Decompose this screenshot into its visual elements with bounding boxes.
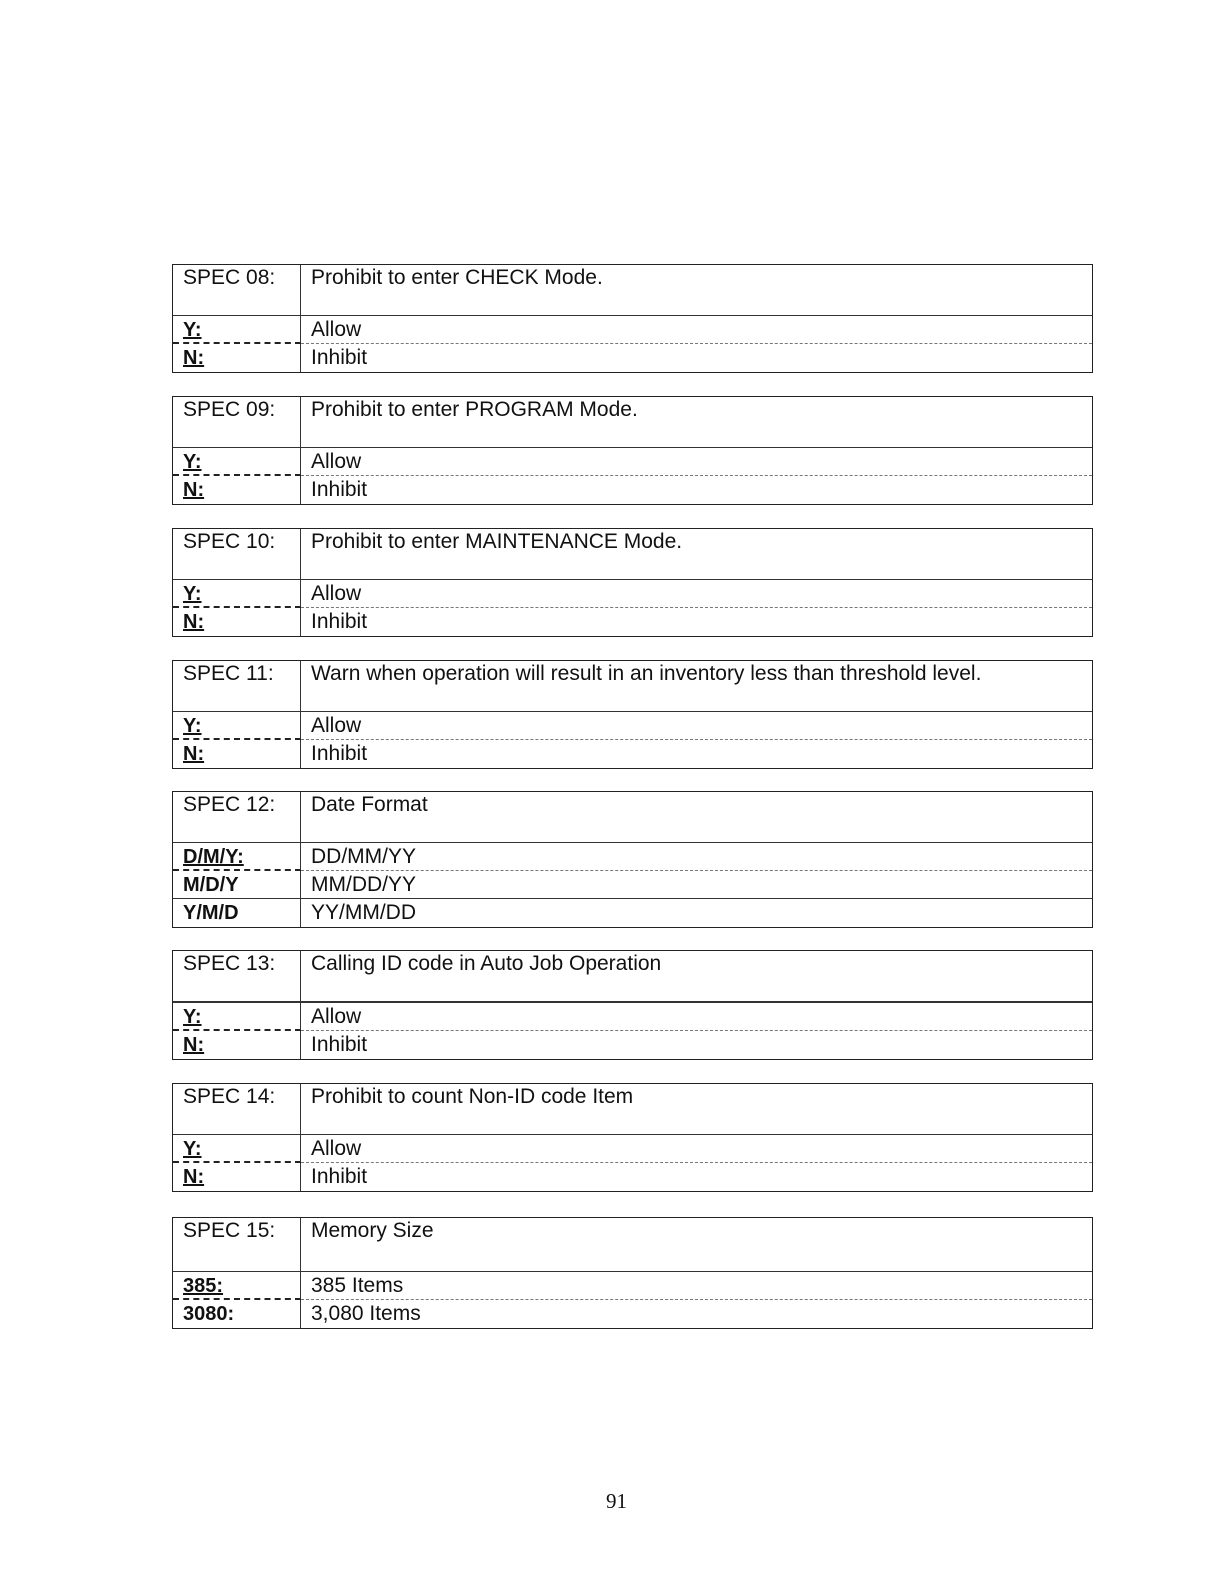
option-row — [173, 1163, 1092, 1191]
spec-header — [173, 265, 1092, 316]
option-key: M/D/Y — [173, 871, 301, 899]
spec-09-table — [172, 396, 1093, 505]
option-description: Inhibit — [311, 742, 368, 765]
spec-code: SPEC 12: — [173, 792, 301, 842]
option-description: 3,080 Items — [311, 1302, 421, 1325]
option-row — [173, 580, 1092, 608]
option-key: Y/M/D — [173, 899, 301, 927]
option-key: N: — [173, 476, 301, 504]
option-description: Inhibit — [311, 1033, 368, 1056]
option-key: N: — [173, 344, 301, 372]
option-description: 385 Items — [301, 1272, 1092, 1300]
spec-code: SPEC 13: — [173, 951, 301, 1001]
option-description: Inhibit — [311, 610, 368, 633]
option-description: DD/MM/YY — [301, 843, 1092, 871]
option-description: YY/MM/DD — [311, 901, 416, 924]
spec-title: Memory Size — [311, 1219, 434, 1242]
option-row — [173, 712, 1092, 740]
option-key: Y: — [173, 1135, 301, 1163]
spec-code: SPEC 15: — [173, 1218, 301, 1271]
option-key: Y: — [173, 580, 301, 608]
option-key: Y: — [173, 316, 301, 344]
spec-title: Calling ID code in Auto Job Operation — [311, 952, 662, 975]
option-description: Inhibit — [311, 478, 368, 501]
option-row — [173, 1300, 1092, 1328]
option-description: MM/DD/YY — [301, 871, 1092, 899]
option-key: N: — [173, 1163, 301, 1191]
option-key: Y: — [173, 1003, 301, 1031]
option-description: Inhibit — [311, 1165, 368, 1188]
spec-code: SPEC 08: — [173, 265, 301, 315]
option-row — [173, 740, 1092, 768]
spec-13-table — [172, 950, 1093, 1060]
option-row — [173, 476, 1092, 504]
option-row — [173, 344, 1092, 372]
spec-11-table — [172, 660, 1093, 769]
spec-code: SPEC 14: — [173, 1084, 301, 1134]
option-description: Allow — [301, 448, 1092, 476]
option-key: N: — [173, 740, 301, 768]
option-row — [173, 448, 1092, 476]
option-description: Allow — [301, 316, 1092, 344]
option-key: 3080: — [173, 1300, 301, 1328]
option-key: N: — [173, 1031, 301, 1059]
option-row — [173, 1003, 1092, 1031]
option-row — [173, 871, 1092, 899]
option-description: Allow — [301, 580, 1092, 608]
option-key: Y: — [173, 712, 301, 740]
option-key: Y: — [173, 448, 301, 476]
spec-header — [173, 951, 1092, 1003]
option-row — [173, 608, 1092, 636]
spec-title: Warn when operation will result in an inventory less than threshold level. — [311, 662, 982, 685]
spec-12-table — [172, 791, 1093, 928]
spec-title: Prohibit to enter CHECK Mode. — [311, 266, 603, 289]
spec-code: SPEC 09: — [173, 397, 301, 447]
spec-title: Date Format — [311, 793, 428, 816]
option-row — [173, 899, 1092, 927]
spec-header — [173, 397, 1092, 448]
spec-code: SPEC 11: — [173, 661, 301, 711]
option-row — [173, 843, 1092, 871]
spec-title: Prohibit to enter PROGRAM Mode. — [311, 398, 638, 421]
option-key: 385: — [173, 1272, 301, 1300]
spec-header — [173, 529, 1092, 580]
option-row — [173, 316, 1092, 344]
option-key: D/M/Y: — [173, 843, 301, 871]
spec-08-table — [172, 264, 1093, 373]
spec-header — [173, 792, 1092, 843]
option-row — [173, 1272, 1092, 1300]
option-description: Allow — [301, 1003, 1092, 1031]
spec-header — [173, 1084, 1092, 1135]
option-description: Allow — [301, 712, 1092, 740]
spec-header — [173, 1218, 1092, 1272]
page-number: 91 — [606, 1489, 627, 1513]
option-description: Allow — [301, 1135, 1092, 1163]
spec-10-table — [172, 528, 1093, 637]
spec-code: SPEC 10: — [173, 529, 301, 579]
option-description: Inhibit — [311, 346, 368, 369]
spec-14-table — [172, 1083, 1093, 1192]
option-row — [173, 1031, 1092, 1059]
spec-title: Prohibit to enter MAINTENANCE Mode. — [311, 530, 683, 553]
spec-15-table — [172, 1217, 1093, 1329]
spec-header — [173, 661, 1092, 712]
option-row — [173, 1135, 1092, 1163]
option-key: N: — [173, 608, 301, 636]
spec-title: Prohibit to count Non-ID code Item — [311, 1085, 634, 1108]
